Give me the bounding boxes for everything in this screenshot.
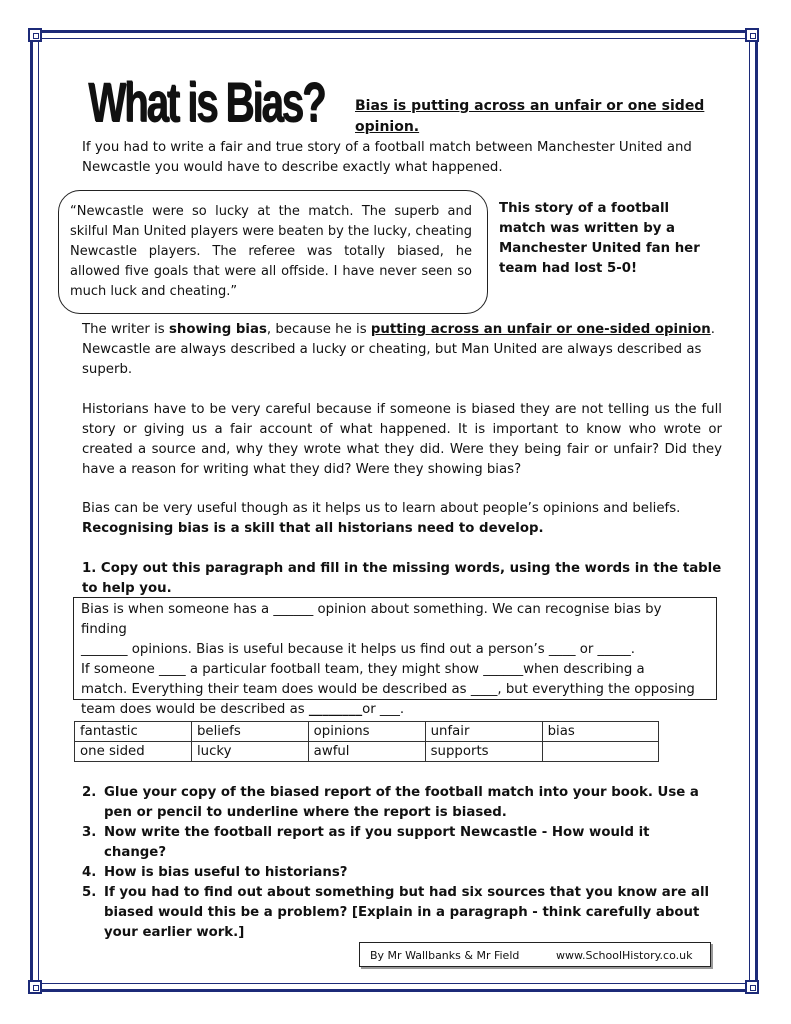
question-list — [82, 783, 712, 943]
table-row — [75, 742, 659, 762]
table-cell: unfair — [425, 722, 542, 742]
useful-paragraph: Bias can be very useful though as it helps us to learn about people’s opinions and beliefs. Recognising bias is a skill that all historians need to develop. — [82, 501, 681, 536]
fill-line: team does would be described as ________or ___. — [81, 702, 405, 717]
fill-line: Bias is when someone has a ______ opinion about something. We can recognise bias by finding — [81, 602, 662, 637]
writer-paragraph: The writer is showing bias, because he is putting across an unfair or one-sided opinion. Newcastle are always described a lucky or cheating, but Man United are always described as superb. — [82, 322, 715, 377]
fill-line: _______ opinions. Bias is useful because it helps us find out a person’s ____ or _____. — [81, 642, 636, 657]
intro-paragraph: If you had to write a fair and true story of a football match between Manchester United and Newcastle you would have to describe exactly what happened. — [82, 140, 692, 175]
table-cell: awful — [308, 742, 425, 762]
list-item: 3. Now write the football report as if you support Newcastle - How would it change? — [82, 825, 650, 860]
bias-definition: Bias is putting across an unfair or one sided opinion. — [355, 98, 705, 135]
table-cell: opinions — [308, 722, 425, 742]
corner-ornament — [28, 980, 42, 994]
corner-ornament — [28, 28, 42, 42]
page-title: What is Bias? — [88, 70, 325, 133]
table-cell: bias — [542, 722, 658, 742]
fill-line: match. Everything their team does would be described as ____, but everything the opposing — [81, 682, 695, 697]
corner-ornament — [745, 980, 759, 994]
footer-credit — [359, 942, 711, 967]
table-cell: fantastic — [75, 722, 192, 742]
word-table — [74, 721, 659, 762]
table-cell: lucky — [191, 742, 308, 762]
table-cell: supports — [425, 742, 542, 762]
table-cell: beliefs — [191, 722, 308, 742]
biased-report-quote: “Newcastle were so lucky at the match. The superb and skilful Man United players were beaten by the lucky, cheating Newcastle players. The referee was totally biased, he allowed five goals that were all offside. I have never seen so much luck and cheating.” — [70, 204, 472, 299]
historians-paragraph: Historians have to be very careful because if someone is biased they are not telling us the full story or giving us a fair account of what happened. It is important to know who wrote or created a source and, why they wrote what they did. Were they being fair or unfair? Did they have a reason for writing what they did? Were they showing bias? — [82, 402, 722, 477]
fill-line: If someone ____ a particular football team, they might show ______when describing a — [81, 662, 645, 677]
corner-ornament — [745, 28, 759, 42]
question-1: 1. Copy out this paragraph and fill in the missing words, using the words in the table to help you. — [82, 561, 722, 596]
footer-authors: By Mr Wallbanks & Mr Field — [370, 949, 520, 962]
quote-side-note: This story of a football match was written by a Manchester United fan her team had lost 5-0! — [499, 201, 700, 276]
table-row — [75, 722, 659, 742]
list-item: 4. How is bias useful to historians? — [82, 865, 348, 880]
list-item: 2. Glue your copy of the biased report of the football match into your book. Use a pen or pencil to underline where the report is biased. — [82, 785, 699, 820]
footer-website[interactable]: www.SchoolHistory.co.uk — [556, 949, 693, 962]
table-cell — [542, 742, 658, 762]
table-cell: one sided — [75, 742, 192, 762]
fill-in-paragraph — [81, 600, 711, 720]
list-item: 5. If you had to find out about something but had six sources that you know are all biased would this be a problem? [Explain in a paragraph - think carefully about your earlier work.] — [82, 885, 710, 940]
